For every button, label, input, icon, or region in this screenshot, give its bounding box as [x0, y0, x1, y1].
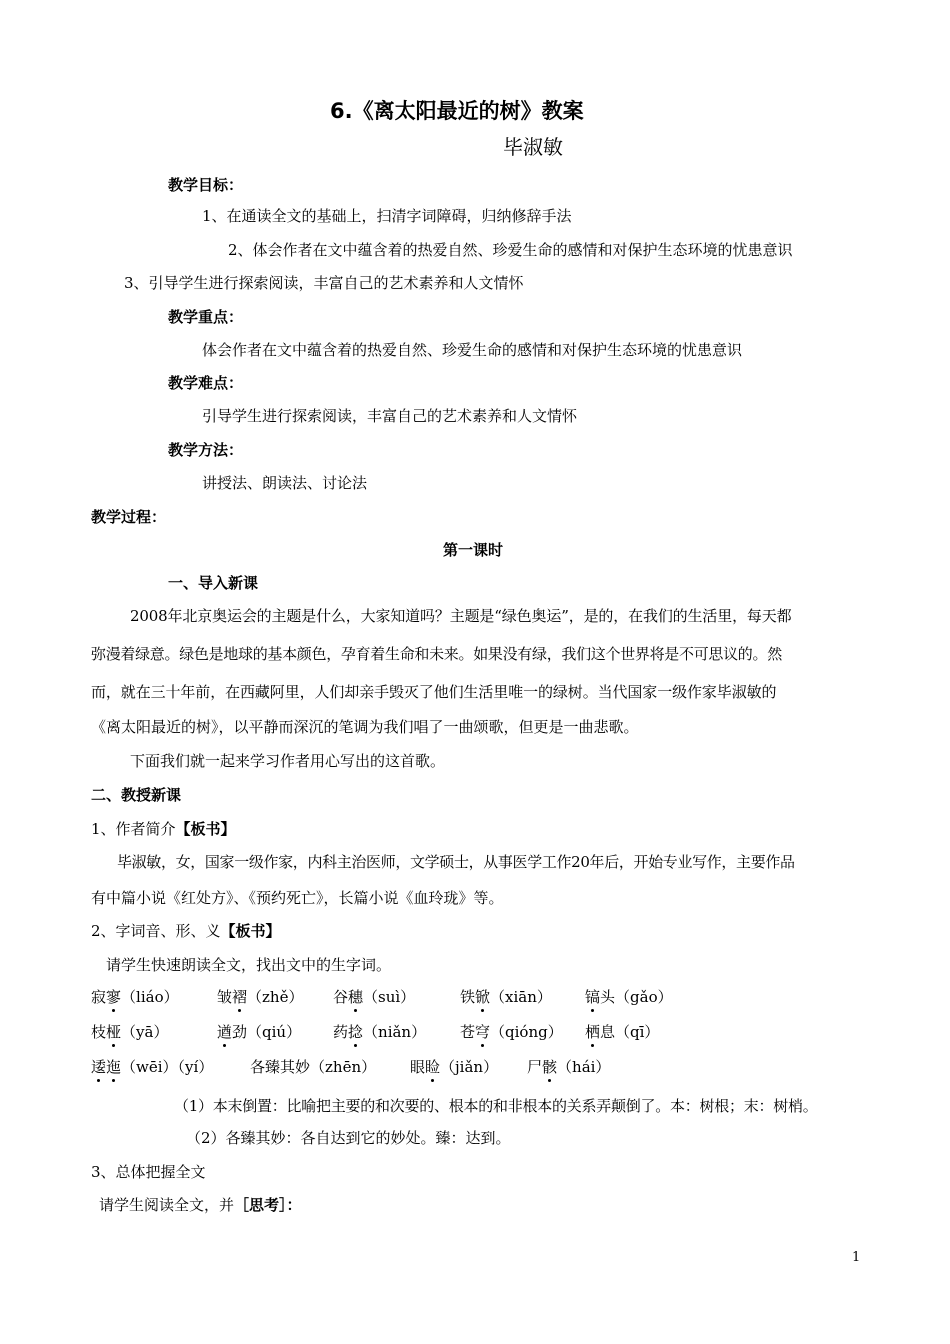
intro-line: 弥漫着绿意。绿色是地球的基本颜色，孕育着生命和未来。如果没有绿，我们这个世界将是不可思议的。然: [91, 645, 782, 663]
board-note-label: 【板书】: [175, 820, 236, 838]
goal-1: 1、在通读全文的基础上，扫清字词障碍，归纳修辞手法: [202, 207, 572, 225]
section-teach-heading: 二、教授新课: [91, 786, 182, 804]
lesson-title: 第一课时: [443, 541, 504, 559]
key-points-text: 体会作者在文中蕴含着的热爱自然、珍爱生命的感情和对保护生态环境的忧患意识: [202, 341, 743, 359]
intro-end: 下面我们就一起来学习作者用心写出的这首歌。: [130, 752, 446, 770]
goal-2: 2、体会作者在文中蕴含着的热爱自然、珍爱生命的感情和对保护生态环境的忧患意识: [228, 241, 793, 259]
bio-line: 毕淑敏，女，国家一级作家，内科主治医师，文学硕士，从事医学工作20年后，开始专业写作，主要作品: [117, 853, 795, 871]
think-prompt-text: 请学生阅读全文，并: [99, 1196, 235, 1214]
intro-line: 而，就在三十年前，在西藏阿里，人们却亲手毁灭了他们生活里唯一的绿树。当代国家一级作家毕淑敏的: [91, 683, 777, 701]
vocab-item: 遒劲（qiú）: [217, 1023, 302, 1041]
vocab-item: 枝桠（yā）: [91, 1023, 169, 1041]
vocab-item: 皱褶（zhě）: [217, 988, 304, 1006]
think-prompt: [99, 1195, 302, 1215]
note-1: （1）本末倒置：比喻把主要的和次要的、根本的和非根本的关系弄颠倒了。本：树根；末：树梢。: [174, 1097, 818, 1115]
doc-title: 6.《离太阳最近的树》教案: [330, 99, 584, 123]
vocab-item: 栖息（qī）: [585, 1023, 660, 1041]
process-label: 教学过程：: [91, 508, 167, 526]
think-label: ［思考］：: [234, 1196, 302, 1214]
item-vocab: [91, 921, 281, 941]
item-author-intro: [91, 819, 236, 839]
board-note-label: 【板书】: [220, 922, 281, 940]
vocab-item: 尸骸（hái）: [527, 1058, 611, 1076]
difficulty-text: 引导学生进行探索阅读，丰富自己的艺术素养和人文情怀: [202, 407, 578, 425]
item-vocab-text: 2、字词音、形、义: [91, 922, 221, 940]
vocab-item: 逶迤（wēi）（yí）: [91, 1058, 214, 1076]
vocab-item: 药捻（niǎn）: [333, 1023, 427, 1041]
doc-author: 毕淑敏: [503, 135, 563, 159]
vocab-item: 各臻其妙（zhēn）: [250, 1058, 377, 1076]
goal-3: 3、引导学生进行探索阅读，丰富自己的艺术素养和人文情怀: [124, 274, 524, 292]
goals-label: 教学目标：: [168, 176, 244, 194]
vocab-item: 寂寥（liáo）: [91, 988, 179, 1006]
difficulty-label: 教学难点：: [168, 374, 244, 392]
method-text: 讲授法、朗读法、讨论法: [202, 474, 368, 492]
vocab-item: 谷穗（suì）: [333, 988, 416, 1006]
intro-line: 《离太阳最近的树》，以平静而深沉的笔调为我们唱了一曲颂歌，但更是一曲悲歌。: [91, 718, 639, 736]
key-points-label: 教学重点：: [168, 308, 244, 326]
vocab-item: 镐头（gǎo）: [585, 988, 673, 1006]
item-author-intro-text: 1、作者简介: [91, 820, 176, 838]
bio-line: 有中篇小说《红处方》、《预约死亡》，长篇小说《血玲珑》等。: [91, 889, 504, 907]
intro-line: 2008年北京奥运会的主题是什么，大家知道吗？主题是“绿色奥运”，是的，在我们的生活里，每天都: [130, 607, 792, 625]
section-intro-heading: 一、导入新课: [168, 574, 259, 592]
note-2: （2）各臻其妙：各自达到它的妙处。臻：达到。: [186, 1129, 511, 1147]
method-label: 教学方法：: [168, 441, 244, 459]
vocab-item: 铁锨（xiān）: [460, 988, 552, 1006]
page-number: 1: [852, 1250, 861, 1265]
vocab-item: 眼睑（jiǎn）: [410, 1058, 499, 1076]
read-prompt: 请学生快速朗读全文，找出文中的生字词。: [106, 956, 392, 974]
item-overview: 3、总体把握全文: [91, 1163, 206, 1181]
vocab-item: 苍穹（qióng）: [460, 1023, 563, 1041]
